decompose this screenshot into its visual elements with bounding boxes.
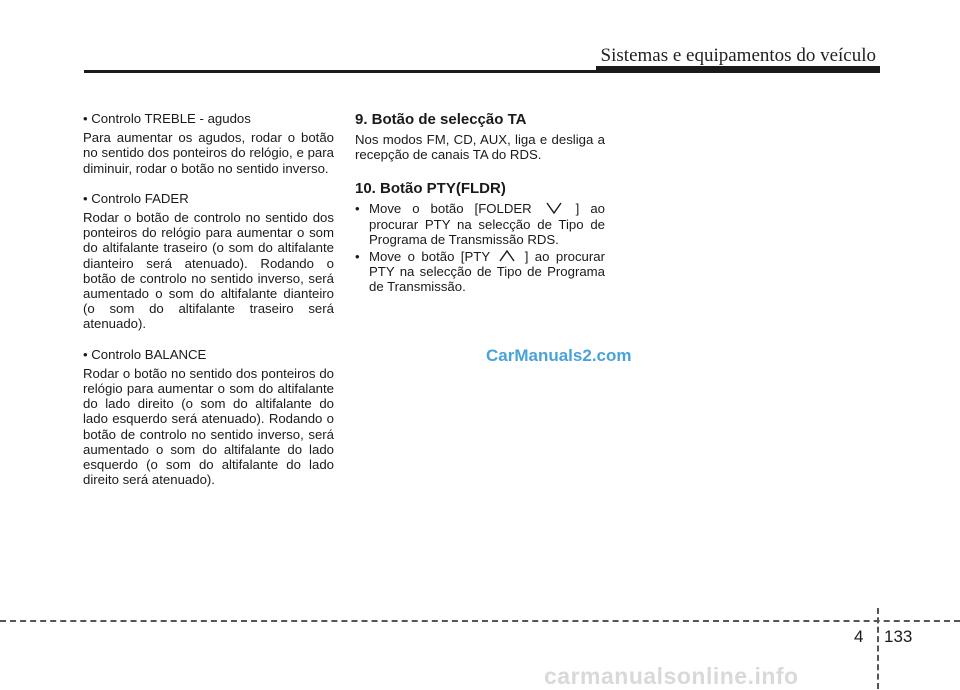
balance-title: • Controlo BALANCE xyxy=(83,346,207,362)
pty-bullet-text-start: Move o botão [PTY xyxy=(369,249,490,265)
folder-bullet-text-start: Move o botão [FOLDER xyxy=(369,201,532,217)
watermark-logo: CarManuals2.com xyxy=(486,346,632,365)
section-10-title: 10. Botão PTY(FLDR) xyxy=(355,180,506,198)
treble-title: • Controlo TREBLE - agudos xyxy=(83,111,251,126)
balance-text: Rodar o botão no sentido dos ponteiros do relógio para aumentar o som do altifalante do lado direito (o som do altifalante do lado esquerdo será atenuado). Rodando o botão de controlo no sentido inverso, será aumentado o som do altifalante do lado esquerdo (o som do altifalante do lado direito será atenuado). xyxy=(83,365,334,488)
chevron-down-icon xyxy=(546,202,562,214)
pty-bullet-text-end: ] ao procurar PTY na selecção de Tipo de Programa de Transmissão. xyxy=(369,249,605,295)
page-number: 133 xyxy=(884,627,913,646)
footer-rule xyxy=(0,620,960,622)
footer-site-watermark: carmanualsonline.info xyxy=(544,663,799,689)
fader-title: • Controlo FADER xyxy=(83,190,189,206)
header-rule-accent xyxy=(596,66,880,71)
section-9-title: 9. Botão de selecção TA xyxy=(355,111,527,128)
footer-divider xyxy=(877,608,879,689)
fader-text: Rodar o botão de controlo no sentido dos ponteiros do relógio para aumentar o som do altifalante traseiro (o som do altifalante dianteiro será atenuado). Rodando o botão de controlo no sentido inverso, será aumentado o som do altifalante dianteiro (o som do altifalante traseiro será atenuado). xyxy=(83,210,334,332)
chapter-number: 4 xyxy=(854,627,864,646)
list-item xyxy=(355,249,605,295)
middle-column xyxy=(355,111,605,297)
list-item xyxy=(355,201,605,247)
chevron-up-icon xyxy=(499,250,515,262)
page-header-title: Sistemas e equipamentos do veículo xyxy=(600,45,876,66)
treble-text: Para aumentar os agudos, rodar o botão no sentido dos ponteiros do relógio, e para diminuir, rodar o botão no sentido inverso. xyxy=(83,130,334,176)
folder-bullet-text-end: ] ao procurar PTY na selecção de Tipo de Programa de Transmissão RDS. xyxy=(369,201,605,247)
section-9-text: Nos modos FM, CD, AUX, liga e desliga a recepção de canais TA do RDS. xyxy=(355,132,605,163)
left-column xyxy=(83,111,334,487)
section-10-list xyxy=(355,201,605,294)
